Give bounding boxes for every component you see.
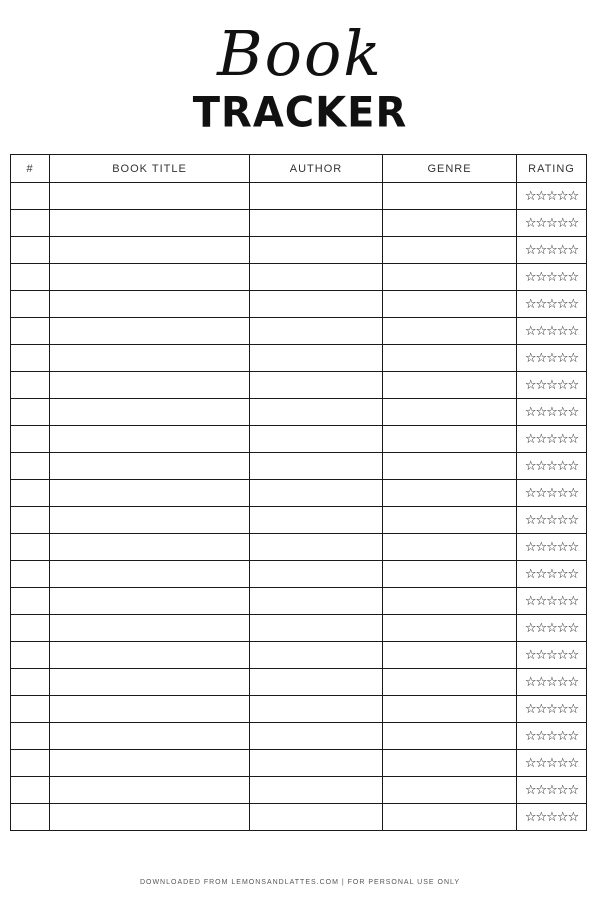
rating-stars-icon[interactable]: ☆☆☆☆☆ [524,648,579,663]
genre-cell[interactable] [383,399,517,426]
book-title-cell[interactable] [50,615,250,642]
genre-cell[interactable] [383,750,517,777]
rating-stars-icon[interactable]: ☆☆☆☆☆ [524,378,579,393]
rating-stars-icon[interactable]: ☆☆☆☆☆ [524,189,579,204]
rating-stars-icon[interactable]: ☆☆☆☆☆ [524,810,579,825]
author-cell[interactable] [250,723,383,750]
genre-cell[interactable] [383,426,517,453]
rating-cell[interactable] [517,264,587,291]
number-cell[interactable] [11,696,50,723]
table-row [11,696,587,723]
genre-cell[interactable] [383,183,517,210]
rating-cell[interactable] [517,291,587,318]
author-cell[interactable] [250,588,383,615]
author-cell[interactable] [250,534,383,561]
table-row [11,777,587,804]
author-cell[interactable] [250,507,383,534]
book-title-cell[interactable] [50,669,250,696]
number-cell[interactable] [11,291,50,318]
number-cell[interactable] [11,669,50,696]
rating-cell[interactable] [517,750,587,777]
table-row [11,264,587,291]
number-cell[interactable] [11,183,50,210]
book-title-cell[interactable] [50,696,250,723]
book-title-cell[interactable] [50,777,250,804]
author-cell[interactable] [250,453,383,480]
author-cell[interactable] [250,426,383,453]
column-header-rating: RATING [517,155,587,183]
rating-stars-icon[interactable]: ☆☆☆☆☆ [524,540,579,555]
author-cell[interactable] [250,399,383,426]
table-row [11,210,587,237]
book-title-cell[interactable] [50,426,250,453]
book-title-cell[interactable] [50,642,250,669]
author-cell[interactable] [250,264,383,291]
genre-cell[interactable] [383,642,517,669]
table-row [11,804,587,831]
page-title-bold: TRACKER [192,88,408,138]
number-cell[interactable] [11,426,50,453]
table-row [11,642,587,669]
rating-stars-icon[interactable]: ☆☆☆☆☆ [524,621,579,636]
table-row [11,291,587,318]
book-tracker-table [10,154,587,831]
rating-stars-icon[interactable]: ☆☆☆☆☆ [524,675,579,690]
genre-cell[interactable] [383,291,517,318]
rating-cell[interactable] [517,480,587,507]
rating-cell[interactable] [517,453,587,480]
number-cell[interactable] [11,507,50,534]
number-cell[interactable] [11,372,50,399]
book-title-cell[interactable] [50,750,250,777]
table-row [11,723,587,750]
rating-stars-icon[interactable]: ☆☆☆☆☆ [524,702,579,717]
number-cell[interactable] [11,534,50,561]
number-cell[interactable] [11,642,50,669]
author-cell[interactable] [250,696,383,723]
rating-cell[interactable] [517,507,587,534]
number-cell[interactable] [11,588,50,615]
column-header-author: AUTHOR [250,155,383,183]
author-cell[interactable] [250,777,383,804]
author-cell[interactable] [250,345,383,372]
rating-stars-icon[interactable]: ☆☆☆☆☆ [524,729,579,744]
rating-stars-icon[interactable]: ☆☆☆☆☆ [524,351,579,366]
author-cell[interactable] [250,642,383,669]
footer-credit: DOWNLOADED FROM LEMONSANDLATTES.COM | FOR PERSONAL USE ONLY [139,879,461,886]
rating-stars-icon[interactable]: ☆☆☆☆☆ [524,270,579,285]
page-title-script: Book [217,17,383,90]
author-cell[interactable] [250,372,383,399]
book-title-cell[interactable] [50,291,250,318]
table-row [11,183,587,210]
rating-stars-icon[interactable]: ☆☆☆☆☆ [524,567,579,582]
author-cell[interactable] [250,669,383,696]
genre-cell[interactable] [383,696,517,723]
rating-stars-icon[interactable]: ☆☆☆☆☆ [524,297,579,312]
number-cell[interactable] [11,777,50,804]
rating-cell[interactable] [517,399,587,426]
rating-stars-icon[interactable]: ☆☆☆☆☆ [524,405,579,420]
table-row [11,237,587,264]
table-body [11,183,587,831]
author-cell[interactable] [250,480,383,507]
table-row [11,615,587,642]
rating-stars-icon[interactable]: ☆☆☆☆☆ [524,756,579,771]
rating-cell[interactable] [517,534,587,561]
book-title-cell[interactable] [50,723,250,750]
table-row [11,669,587,696]
table-row [11,426,587,453]
rating-cell[interactable] [517,696,587,723]
genre-cell[interactable] [383,804,517,831]
rating-stars-icon[interactable]: ☆☆☆☆☆ [524,243,579,258]
number-cell[interactable] [11,453,50,480]
genre-cell[interactable] [383,507,517,534]
number-cell[interactable] [11,210,50,237]
author-cell[interactable] [250,183,383,210]
table-header-row [11,155,587,183]
rating-stars-icon[interactable]: ☆☆☆☆☆ [524,459,579,474]
author-cell[interactable] [250,804,383,831]
table-row [11,372,587,399]
table-row [11,399,587,426]
rating-cell[interactable] [517,561,587,588]
table-row [11,480,587,507]
number-cell[interactable] [11,237,50,264]
rating-cell[interactable] [517,237,587,264]
rating-stars-icon[interactable]: ☆☆☆☆☆ [524,324,579,339]
rating-stars-icon[interactable]: ☆☆☆☆☆ [524,216,579,231]
rating-stars-icon[interactable]: ☆☆☆☆☆ [524,432,579,447]
genre-cell[interactable] [383,561,517,588]
author-cell[interactable] [250,615,383,642]
rating-stars-icon[interactable]: ☆☆☆☆☆ [524,486,579,501]
book-title-cell[interactable] [50,534,250,561]
number-cell[interactable] [11,804,50,831]
rating-stars-icon[interactable]: ☆☆☆☆☆ [524,783,579,798]
table-row [11,453,587,480]
table-row [11,561,587,588]
author-cell[interactable] [250,750,383,777]
number-cell[interactable] [11,345,50,372]
book-title-cell[interactable] [50,183,250,210]
table-row [11,507,587,534]
rating-cell[interactable] [517,318,587,345]
book-title-cell[interactable] [50,804,250,831]
author-cell[interactable] [250,561,383,588]
number-cell[interactable] [11,399,50,426]
genre-cell[interactable] [383,669,517,696]
rating-cell[interactable] [517,723,587,750]
table-row [11,750,587,777]
number-cell[interactable] [11,723,50,750]
genre-cell[interactable] [383,264,517,291]
book-title-cell[interactable] [50,453,250,480]
rating-stars-icon[interactable]: ☆☆☆☆☆ [524,594,579,609]
book-title-cell[interactable] [50,372,250,399]
number-cell[interactable] [11,750,50,777]
book-title-cell[interactable] [50,399,250,426]
book-title-cell[interactable] [50,210,250,237]
book-title-cell[interactable] [50,264,250,291]
number-cell[interactable] [11,561,50,588]
genre-cell[interactable] [383,318,517,345]
column-header-genre: GENRE [383,155,517,183]
number-cell[interactable] [11,318,50,345]
author-cell[interactable] [250,210,383,237]
rating-stars-icon[interactable]: ☆☆☆☆☆ [524,513,579,528]
genre-cell[interactable] [383,453,517,480]
rating-cell[interactable] [517,615,587,642]
rating-cell[interactable] [517,642,587,669]
rating-cell[interactable] [517,426,587,453]
genre-cell[interactable] [383,534,517,561]
genre-cell[interactable] [383,723,517,750]
book-title-cell[interactable] [50,561,250,588]
rating-cell[interactable] [517,210,587,237]
genre-cell[interactable] [383,210,517,237]
rating-cell[interactable] [517,669,587,696]
book-title-cell[interactable] [50,237,250,264]
rating-cell[interactable] [517,588,587,615]
book-title-cell[interactable] [50,507,250,534]
table-row [11,345,587,372]
table-row [11,534,587,561]
genre-cell[interactable] [383,372,517,399]
number-cell[interactable] [11,480,50,507]
book-title-cell[interactable] [50,318,250,345]
number-cell[interactable] [11,264,50,291]
number-cell[interactable] [11,615,50,642]
genre-cell[interactable] [383,588,517,615]
table-row [11,588,587,615]
rating-cell[interactable] [517,804,587,831]
author-cell[interactable] [250,318,383,345]
author-cell[interactable] [250,291,383,318]
rating-cell[interactable] [517,183,587,210]
rating-cell[interactable] [517,777,587,804]
genre-cell[interactable] [383,345,517,372]
genre-cell[interactable] [383,237,517,264]
book-title-cell[interactable] [50,480,250,507]
book-title-cell[interactable] [50,588,250,615]
author-cell[interactable] [250,237,383,264]
genre-cell[interactable] [383,777,517,804]
table-row [11,318,587,345]
genre-cell[interactable] [383,480,517,507]
rating-cell[interactable] [517,345,587,372]
column-header-number: # [11,155,50,183]
genre-cell[interactable] [383,615,517,642]
rating-cell[interactable] [517,372,587,399]
column-header-book-title: BOOK TITLE [50,155,250,183]
book-title-cell[interactable] [50,345,250,372]
